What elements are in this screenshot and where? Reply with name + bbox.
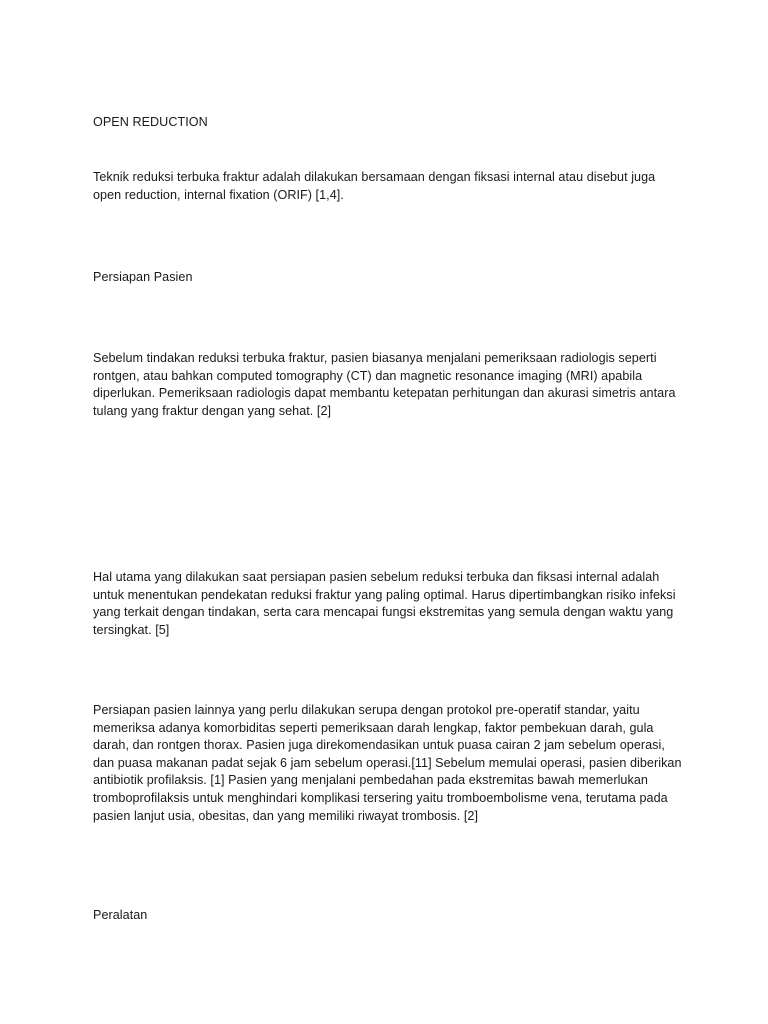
heading-open-reduction: OPEN REDUCTION xyxy=(93,115,208,129)
paragraph-hal-utama: Hal utama yang dilakukan saat persiapan pasien sebelum reduksi terbuka dan fiksasi internal adalah untuk menentukan pendekatan reduksi fraktur yang paling optimal. Harus dipertimbangkan risiko infeksi yang terkait dengan tindakan, serta cara mencapai fungsi ekstremitas yang semula dengan waktu yang tersingkat. [5] xyxy=(93,570,676,637)
paragraph-persiapan-lainnya: Persiapan pasien lainnya yang perlu dilakukan serupa dengan protokol pre-operatif standar, yaitu memeriksa adanya komorbiditas seperti pemeriksaan darah lengkap, faktor pembekuan darah, gula darah, dan rontgen thorax. Pasien juga direkomendasikan untuk puasa cairan 2 jam sebelum operasi, dan puasa makanan padat sejak 6 jam sebelum operasi.[11] Sebelum memulai operasi, pasien diberikan antibiotik profilaksis. [1] Pasien yang menjalani pembedahan pada ekstremitas bawah memerlukan tromboprofilaksis untuk menghindari komplikasi tersering yaitu tromboembolisme vena, terutama pada pasien lanjut usia, obesitas, dan yang memiliki riwayat trombosis. [2] xyxy=(93,703,682,823)
paragraph-sebelum-tindakan: Sebelum tindakan reduksi terbuka fraktur, pasien biasanya menjalani pemeriksaan radiologis seperti rontgen, atau bahkan computed tomography (CT) dan magnetic resonance imaging (MRI) apabila diperlukan. Pemeriksaan radiologis dapat membantu ketepatan perhitungan dan akurasi simetris antara tulang yang fraktur dengan yang sehat. [2] xyxy=(93,351,676,418)
heading-persiapan-pasien: Persiapan Pasien xyxy=(93,270,193,284)
heading-peralatan: Peralatan xyxy=(93,908,148,922)
paragraph-intro: Teknik reduksi terbuka fraktur adalah dilakukan bersamaan dengan fiksasi internal atau disebut juga open reduction, internal fixation (ORIF) [1,4]. xyxy=(93,170,656,202)
